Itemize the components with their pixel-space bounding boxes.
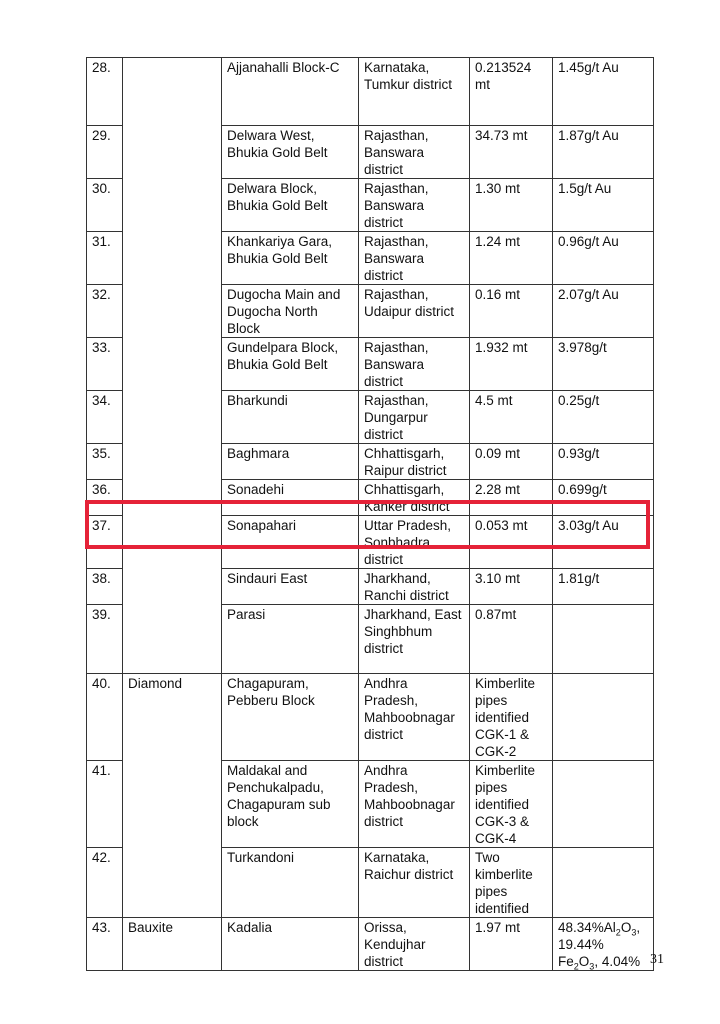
grade: 3.978g/t [553, 338, 654, 391]
block-name: Kadalia [222, 918, 359, 971]
grade: 0.93g/t [553, 444, 654, 480]
grade: 1.45g/t Au [553, 58, 654, 126]
resource: Kimberlite pipes identified CGK-3 & CGK-4 [470, 761, 553, 848]
block-name: Maldakal and Penchukalpadu, Chagapuram sub block [222, 761, 359, 848]
location: Rajasthan, Banswara district [359, 179, 470, 232]
location: Rajasthan, Banswara district [359, 126, 470, 179]
block-name: Baghmara [222, 444, 359, 480]
block-name: Delwara West, Bhukia Gold Belt [222, 126, 359, 179]
grade: 0.25g/t [553, 391, 654, 444]
resource: 2.28 mt [470, 480, 553, 516]
block-name: Delwara Block, Bhukia Gold Belt [222, 179, 359, 232]
table-row [87, 674, 654, 761]
grade: 0.96g/t Au [553, 232, 654, 285]
location: Andhra Pradesh, Mahboobnagar district [359, 761, 470, 848]
table-row [87, 918, 654, 971]
location: Karnataka, Raichur district [359, 848, 470, 918]
grade [553, 674, 654, 761]
row-number: 30. [87, 179, 123, 232]
row-number: 28. [87, 58, 123, 126]
block-name: Bharkundi [222, 391, 359, 444]
grade [553, 848, 654, 918]
row-number: 33. [87, 338, 123, 391]
resource: 4.5 mt [470, 391, 553, 444]
row-number: 38. [87, 569, 123, 605]
block-name: Chagapuram, Pebberu Block [222, 674, 359, 761]
block-name: Sindauri East [222, 569, 359, 605]
grade: 1.81g/t [553, 569, 654, 605]
grade: 1.87g/t Au [553, 126, 654, 179]
grade: 1.5g/t Au [553, 179, 654, 232]
block-name: Gundelpara Block, Bhukia Gold Belt [222, 338, 359, 391]
location: Orissa, Kendujhar district [359, 918, 470, 971]
row-number: 34. [87, 391, 123, 444]
block-name: Ajjanahalli Block-C [222, 58, 359, 126]
grade: $48.34\%Al_2O_3$, 19.44% $Fe_2O_3$, 4.04% [553, 918, 654, 971]
resource: 0.053 mt [470, 516, 553, 569]
block-name: Dugocha Main and Dugocha North Block [222, 285, 359, 338]
resource: 1.30 mt [470, 179, 553, 232]
resource: 0.16 mt [470, 285, 553, 338]
location: Chhattisgarh, Raipur district [359, 444, 470, 480]
mineral-cell: Bauxite [123, 918, 222, 971]
row-number: 32. [87, 285, 123, 338]
row-number: 31. [87, 232, 123, 285]
resource: 1.97 mt [470, 918, 553, 971]
location: Jharkhand, East Singhbhum district [359, 605, 470, 674]
grade: 0.699g/t [553, 480, 654, 516]
row-number: 41. [87, 761, 123, 848]
block-name: Parasi [222, 605, 359, 674]
table-row [87, 58, 654, 126]
location: Chhattisgarh, Kanker district [359, 480, 470, 516]
row-number: 42. [87, 848, 123, 918]
mineral-cell: Diamond [123, 674, 222, 918]
location: Karnataka, Tumkur district [359, 58, 470, 126]
grade [553, 761, 654, 848]
grade: 3.03g/t Au [553, 516, 654, 569]
resource: 0.87mt [470, 605, 553, 674]
row-number: 36. [87, 480, 123, 516]
row-number: 29. [87, 126, 123, 179]
row-number: 39. [87, 605, 123, 674]
resource: 0.213524 mt [470, 58, 553, 126]
block-name: Turkandoni [222, 848, 359, 918]
location: Rajasthan, Udaipur district [359, 285, 470, 338]
location: Andhra Pradesh, Mahboobnagar district [359, 674, 470, 761]
page-number: 31 [650, 952, 664, 967]
location: Jharkhand, Ranchi district [359, 569, 470, 605]
resource: Kimberlite pipes identified CGK-1 & CGK-2 [470, 674, 553, 761]
row-number: 35. [87, 444, 123, 480]
row-number: 43. [87, 918, 123, 971]
resource: Two kimberlite pipes identified [470, 848, 553, 918]
resource: 0.09 mt [470, 444, 553, 480]
location: Uttar Pradesh, Sonbhadra district [359, 516, 470, 569]
block-name: Sonadehi [222, 480, 359, 516]
grade: 2.07g/t Au [553, 285, 654, 338]
resource: 3.10 mt [470, 569, 553, 605]
location: Rajasthan, Banswara district [359, 338, 470, 391]
location: Rajasthan, Banswara district [359, 232, 470, 285]
row-number: 40. [87, 674, 123, 761]
block-name: Khankariya Gara, Bhukia Gold Belt [222, 232, 359, 285]
resource: 1.24 mt [470, 232, 553, 285]
mineral-cell-gold [123, 58, 222, 674]
resource: 1.932 mt [470, 338, 553, 391]
reserves-table [86, 57, 654, 971]
grade [553, 605, 654, 674]
block-name: Sonapahari [222, 516, 359, 569]
row-number: 37. [87, 516, 123, 569]
location: Rajasthan, Dungarpur district [359, 391, 470, 444]
resource: 34.73 mt [470, 126, 553, 179]
